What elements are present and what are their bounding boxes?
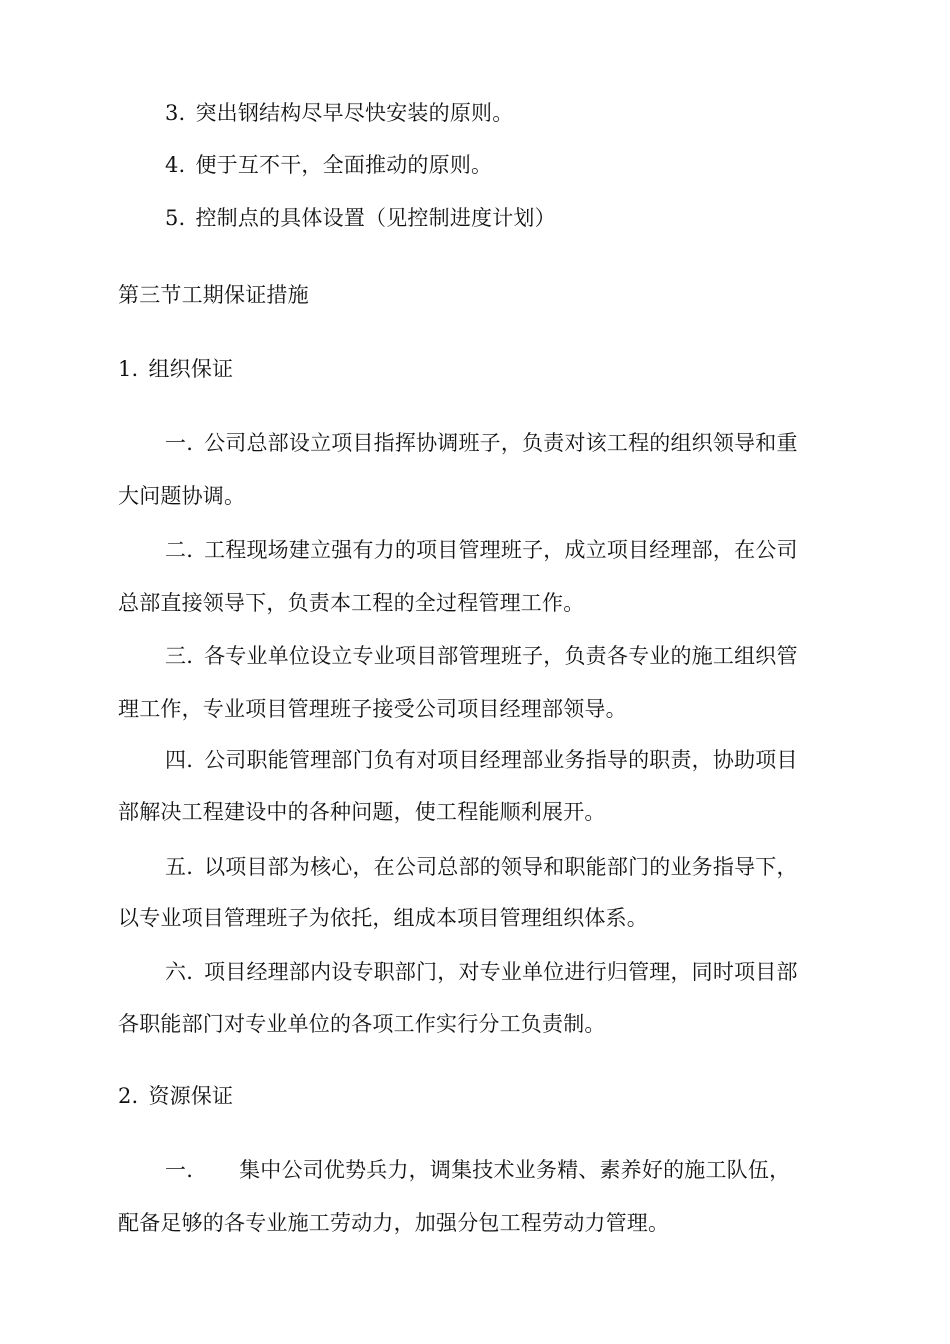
item-text: 各专业单位设立专业项目部管理班子，负责各专业的施工组织管 (204, 644, 798, 668)
subsection-number: 1. (118, 357, 139, 381)
item-number: 三. (165, 644, 194, 668)
item-text: 公司职能管理部门负有对项目经理部业务指导的职责，协助项目 (204, 748, 798, 772)
org-item-6-line-1 (165, 957, 798, 987)
item-number: 一. (165, 431, 194, 455)
principle-3 (165, 98, 513, 128)
org-item-1-line-1 (165, 428, 798, 458)
item-text: 以项目部为核心，在公司总部的领导和职能部门的业务指导下， (204, 855, 798, 879)
principle-text: 便于互不干，全面推动的原则。 (195, 153, 493, 177)
principle-4 (165, 150, 492, 180)
org-item-3-line-1 (165, 641, 798, 671)
principle-5 (165, 203, 556, 233)
item-text: 集中公司优势兵力，调集技术业务精、素养好的施工队伍， (239, 1158, 791, 1182)
resource-item-1-line-2: 配备足够的各专业施工劳动力，加强分包工程劳动力管理。 (118, 1211, 670, 1235)
org-item-5-line-2: 以专业项目管理班子为依托，组成本项目管理组织体系。 (118, 906, 648, 930)
org-item-4-line-2: 部解决工程建设中的各种问题，使工程能顺利展开。 (118, 800, 606, 824)
item-number: 五. (165, 855, 194, 879)
item-number: 六. (165, 960, 194, 984)
principle-number: 4. (165, 153, 186, 177)
org-item-2-line-2: 总部直接领导下，负责本工程的全过程管理工作。 (118, 591, 585, 615)
item-number: 一. (165, 1158, 194, 1182)
org-item-6-line-2: 各职能部门对专业单位的各项工作实行分工负责制。 (118, 1012, 606, 1036)
item-number: 四. (165, 748, 194, 772)
subsection-title: 资源保证 (148, 1084, 234, 1108)
subsection-number: 2. (118, 1084, 139, 1108)
item-text: 公司总部设立项目指挥协调班子，负责对该工程的组织领导和重 (204, 431, 798, 455)
item-text: 项目经理部内设专职部门，对专业单位进行归管理，同时项目部 (204, 960, 798, 984)
org-item-2-line-1 (165, 535, 798, 565)
org-item-3-line-2: 理工作，专业项目管理班子接受公司项目经理部领导。 (118, 697, 627, 721)
subsection-title: 组织保证 (148, 357, 234, 381)
principle-text: 控制点的具体设置（见控制进度计划） (195, 206, 556, 230)
subsection-heading-organization (118, 354, 233, 384)
section-title: 第三节工期保证措施 (118, 283, 309, 307)
item-text: 工程现场建立强有力的项目管理班子，成立项目经理部，在公司 (204, 538, 798, 562)
principle-number: 3. (165, 101, 186, 125)
subsection-heading-resources (118, 1081, 233, 1111)
resource-item-1-line-1 (165, 1155, 790, 1185)
principle-text: 突出钢结构尽早尽快安装的原则。 (195, 101, 514, 125)
item-number: 二. (165, 538, 194, 562)
org-item-4-line-1 (165, 745, 798, 775)
org-item-5-line-1 (165, 852, 798, 882)
org-item-1-line-2: 大问题协调。 (118, 484, 246, 508)
principle-number: 5. (165, 206, 186, 230)
